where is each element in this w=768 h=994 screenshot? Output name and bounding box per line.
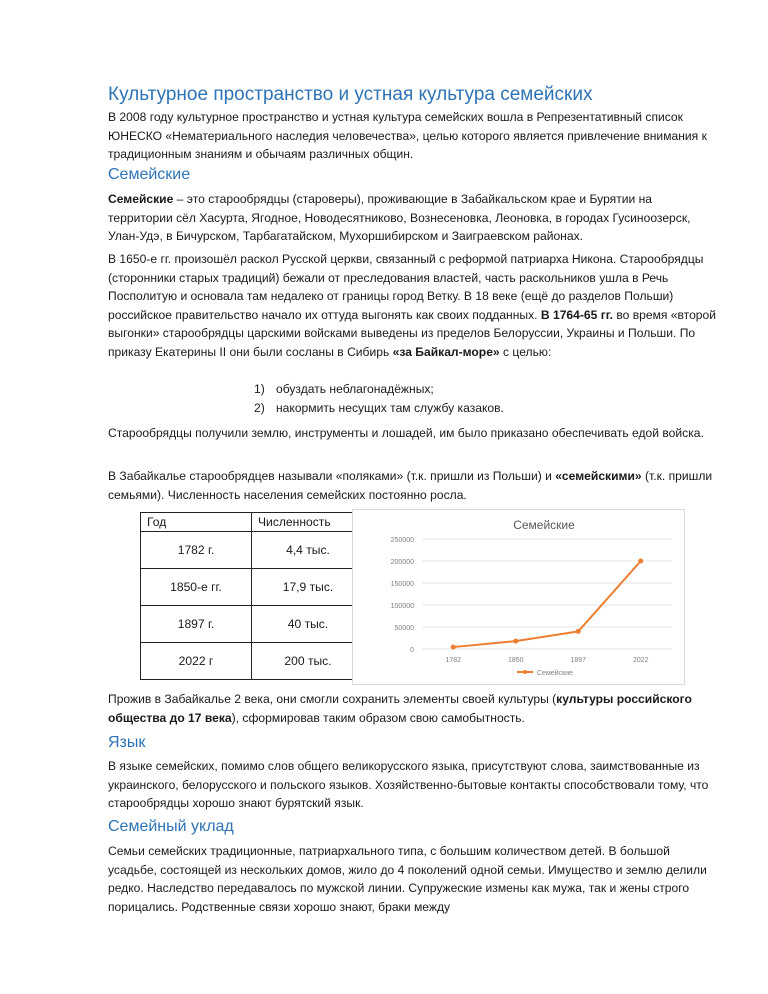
table-header-row [141, 513, 365, 532]
language-paragraph: В языке семейских, помимо слов общего великорусского языка, присутствуют слова, заимствованные из украинского, белорусского и польского языков. Хозяйственно-бытовые контакты способствовали тому, что старообрядцы хорошо знают бурятский язык. [108, 759, 709, 811]
table-cell: 2022 г [141, 643, 252, 680]
page-title: Культурное пространство и устная культура семейских [108, 84, 593, 105]
naming-text-1: В Забайкалье старообрядцев называли «поляками» (т.к. пришли из Польши) и [108, 469, 556, 483]
identity-text-1: Прожив в Забайкалье 2 века, они смогли сохранить элементы своей культуры ( [108, 692, 557, 706]
population-table [140, 512, 365, 680]
table-cell: 1850-е гг. [141, 569, 252, 606]
list-item [254, 380, 504, 399]
x-tick-label: 1850 [507, 657, 524, 664]
data-point [513, 639, 518, 644]
history-paragraph [108, 250, 718, 362]
table-row [141, 606, 365, 643]
identity-text-2: ), сформировав таким образом свою самобытность. [231, 710, 525, 725]
history-place-bold: «за Байкал-море» [392, 344, 500, 359]
table-row [141, 532, 365, 569]
table-cell: 1782 г. [141, 532, 252, 569]
section-heading-family: Семейный уклад [108, 818, 234, 835]
term-bold: Семейские [108, 192, 174, 206]
table-cell: 1897 г. [141, 606, 252, 643]
y-tick-label: 200000 [390, 559, 414, 566]
purpose-list [254, 380, 504, 417]
naming-bold: «семейскими» [555, 469, 642, 483]
x-tick-label: 1782 [445, 657, 462, 664]
history-text-1: В 1650-е гг. произошёл раскол Русской церкви, связанный с реформой патриарха Никона. Старообрядцы (сторонники старых традиций) бежали от преследования властей, часть раскольников ушла в Речь Посполитую и основала там недалеко от границы город Ветку. В 18 веке (ещё до разделов Польши) российское правительство начало их оттуда выгонять как своих подданных. [108, 252, 704, 322]
data-point [451, 645, 456, 650]
history-text-3: с целью: [499, 344, 552, 359]
list-text: накормить несущих там службу казаков. [276, 400, 504, 415]
table-header: Численность [252, 513, 365, 532]
legend-marker [523, 670, 527, 674]
list-number: 1) [254, 382, 265, 396]
history-text-2: во время «второй выгонки» старообрядцы царскими войсками выведены из пределов Белоруссии, Украины и Польши. По приказу Екатерины II они были сосланы в Сибирь [108, 307, 717, 359]
family-paragraph: Семьи семейских традиционные, патриархального типа, с большим количеством детей. В большой усадьбе, состоящей из нескольких домов, жило до 4 поколений одной семьи. Имущество и землю делили редко. Наследство передавалось по мужской линии. Супружеские измены как мужа, так и жены строго порицались. Родственные связи хорошо знают, браки между [108, 844, 707, 914]
list-text: обуздать неблагонадёжных; [276, 382, 434, 396]
identity-paragraph [108, 690, 718, 727]
section-heading-semeiskie: Семейские [108, 166, 191, 183]
x-tick-label: 1897 [570, 657, 587, 664]
naming-paragraph [108, 467, 718, 504]
table-cell: 200 тыс. [252, 643, 365, 680]
section-heading-language: Язык [108, 734, 146, 751]
identity-bold: культуры российского общества до 17 века [108, 692, 692, 725]
table-cell: 17,9 тыс. [252, 569, 365, 606]
history-date-bold: В 1764-65 гг. [540, 307, 613, 322]
table-cell: 40 тыс. [252, 606, 365, 643]
table-row [141, 643, 365, 680]
resources-paragraph: Старообрядцы получили землю, инструменты и лошадей, им было приказано обеспечивать едой войска. [108, 426, 704, 440]
table-cell: 4,4 тыс. [252, 532, 365, 569]
definition-paragraph [108, 190, 718, 246]
y-tick-label: 0 [410, 647, 414, 654]
legend-label: Семейские [537, 670, 573, 677]
intro-paragraph: В 2008 году культурное пространство и устная культура семейских вошла в Репрезентативный список ЮНЕСКО «Нематериального наследия человечества», целью которого является привлечение внимания к традиционным знаниям и обычаям различных общин. [108, 110, 707, 162]
data-point [576, 629, 581, 634]
population-line-chart [352, 509, 685, 685]
x-tick-label: 2022 [632, 657, 649, 664]
list-number: 2) [254, 400, 265, 415]
y-tick-label: 150000 [390, 581, 414, 588]
table-row [141, 569, 365, 606]
y-tick-label: 50000 [394, 625, 414, 632]
y-tick-label: 100000 [390, 603, 414, 610]
y-tick-label: 250000 [390, 537, 414, 544]
definition-text: – это старообрядцы (староверы), проживающие в Забайкальском крае и Бурятии на территории сёл Хасурта, Ягодное, Новодесятниково, Вознесеновка, Леоновка, в городах Гусиноозерск, Улан-Удэ, в Бичурском, Тарбагатайском, Мухоршибирском и Заиграевском районах. [108, 192, 691, 244]
list-item [254, 399, 504, 418]
chart-title: Семейские [513, 518, 575, 532]
naming-text-2: (т.к. пришли семьями). Численность населения семейских постоянно росла. [108, 469, 713, 502]
data-point [638, 559, 643, 564]
table-header: Год [141, 513, 252, 532]
